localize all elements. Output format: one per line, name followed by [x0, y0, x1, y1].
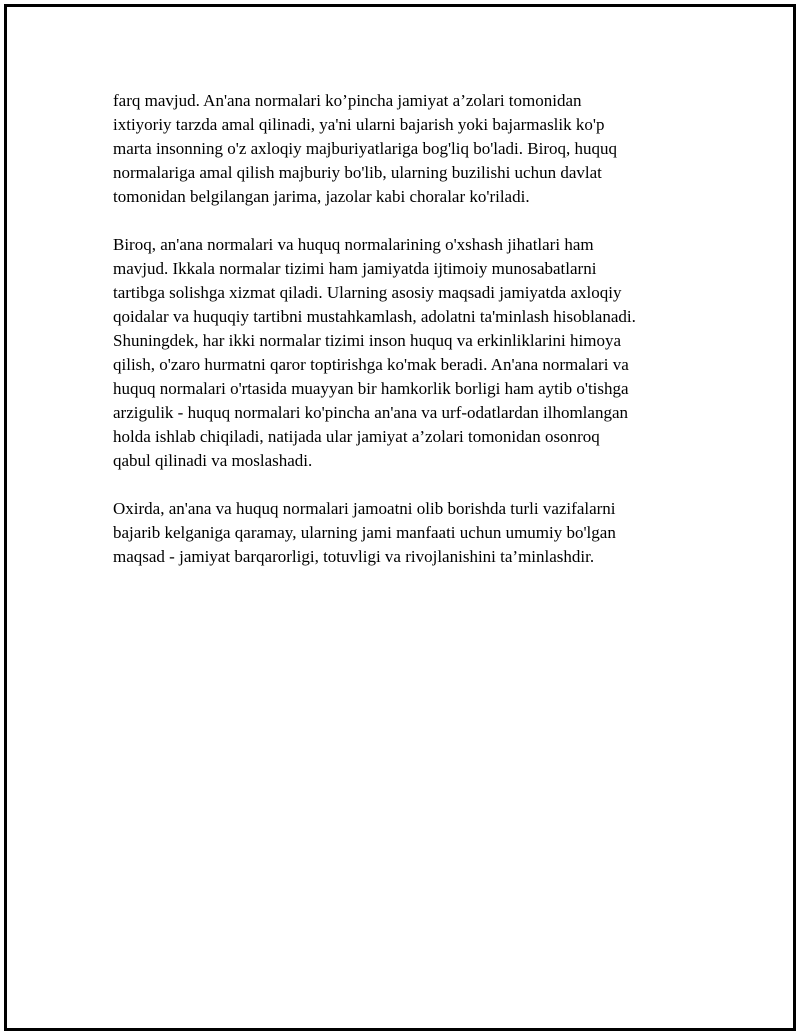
text-line: qilish, o'zaro hurmatni qaror toptirishga ko'mak beradi. An'ana normalari va [113, 355, 629, 374]
text-line: huquq normalari o'rtasida muayyan bir hamkorlik borligi ham aytib o'tishga [113, 379, 629, 398]
text-line: Shuningdek, har ikki normalar tizimi inson huquq va erkinliklarini himoya [113, 331, 622, 350]
text-line: qabul qilinadi va moslashadi. [113, 451, 313, 470]
text-line: farq mavjud. An'ana normalari ko’pincha jamiyat a’zolari tomonidan [113, 91, 582, 110]
text-line: tomonidan belgilangan jarima, jazolar kabi choralar ko'riladi. [113, 187, 530, 206]
paragraph-3 [113, 497, 703, 569]
text-line: ixtiyoriy tarzda amal qilinadi, ya'ni ularni bajarish yoki bajarmaslik ko'p [113, 115, 605, 134]
text-line: holda ishlab chiqiladi, natijada ular jamiyat a’zolari tomonidan osonroq [113, 427, 600, 446]
text-line: maqsad - jamiyat barqarorligi, totuvligi va rivojlanishini ta’minlashdir. [113, 547, 595, 566]
text-line: arzigulik - huquq normalari ko'pincha an'ana va urf-odatlardan ilhomlangan [113, 403, 628, 422]
paragraph-1 [113, 89, 703, 209]
text-line: tartibga solishga xizmat qiladi. Ularning asosiy maqsadi jamiyatda axloqiy [113, 283, 622, 302]
document-body [113, 89, 703, 593]
paragraph-2 [113, 233, 703, 473]
text-line: normalariga amal qilish majburiy bo'lib, ularning buzilishi uchun davlat [113, 163, 602, 182]
text-line: marta insonning o'z axloqiy majburiyatlariga bog'liq bo'ladi. Biroq, huquq [113, 139, 617, 158]
text-line: mavjud. Ikkala normalar tizimi ham jamiyatda ijtimoiy munosabatlarni [113, 259, 597, 278]
text-line: Biroq, an'ana normalari va huquq normalarining o'xshash jihatlari ham [113, 235, 594, 254]
text-line: Oxirda, an'ana va huquq normalari jamoatni olib borishda turli vazifalarni [113, 499, 616, 518]
text-line: bajarib kelganiga qaramay, ularning jami manfaati uchun umumiy bo'lgan [113, 523, 616, 542]
text-line: qoidalar va huquqiy tartibni mustahkamlash, adolatni ta'minlash hisoblanadi. [113, 307, 636, 326]
